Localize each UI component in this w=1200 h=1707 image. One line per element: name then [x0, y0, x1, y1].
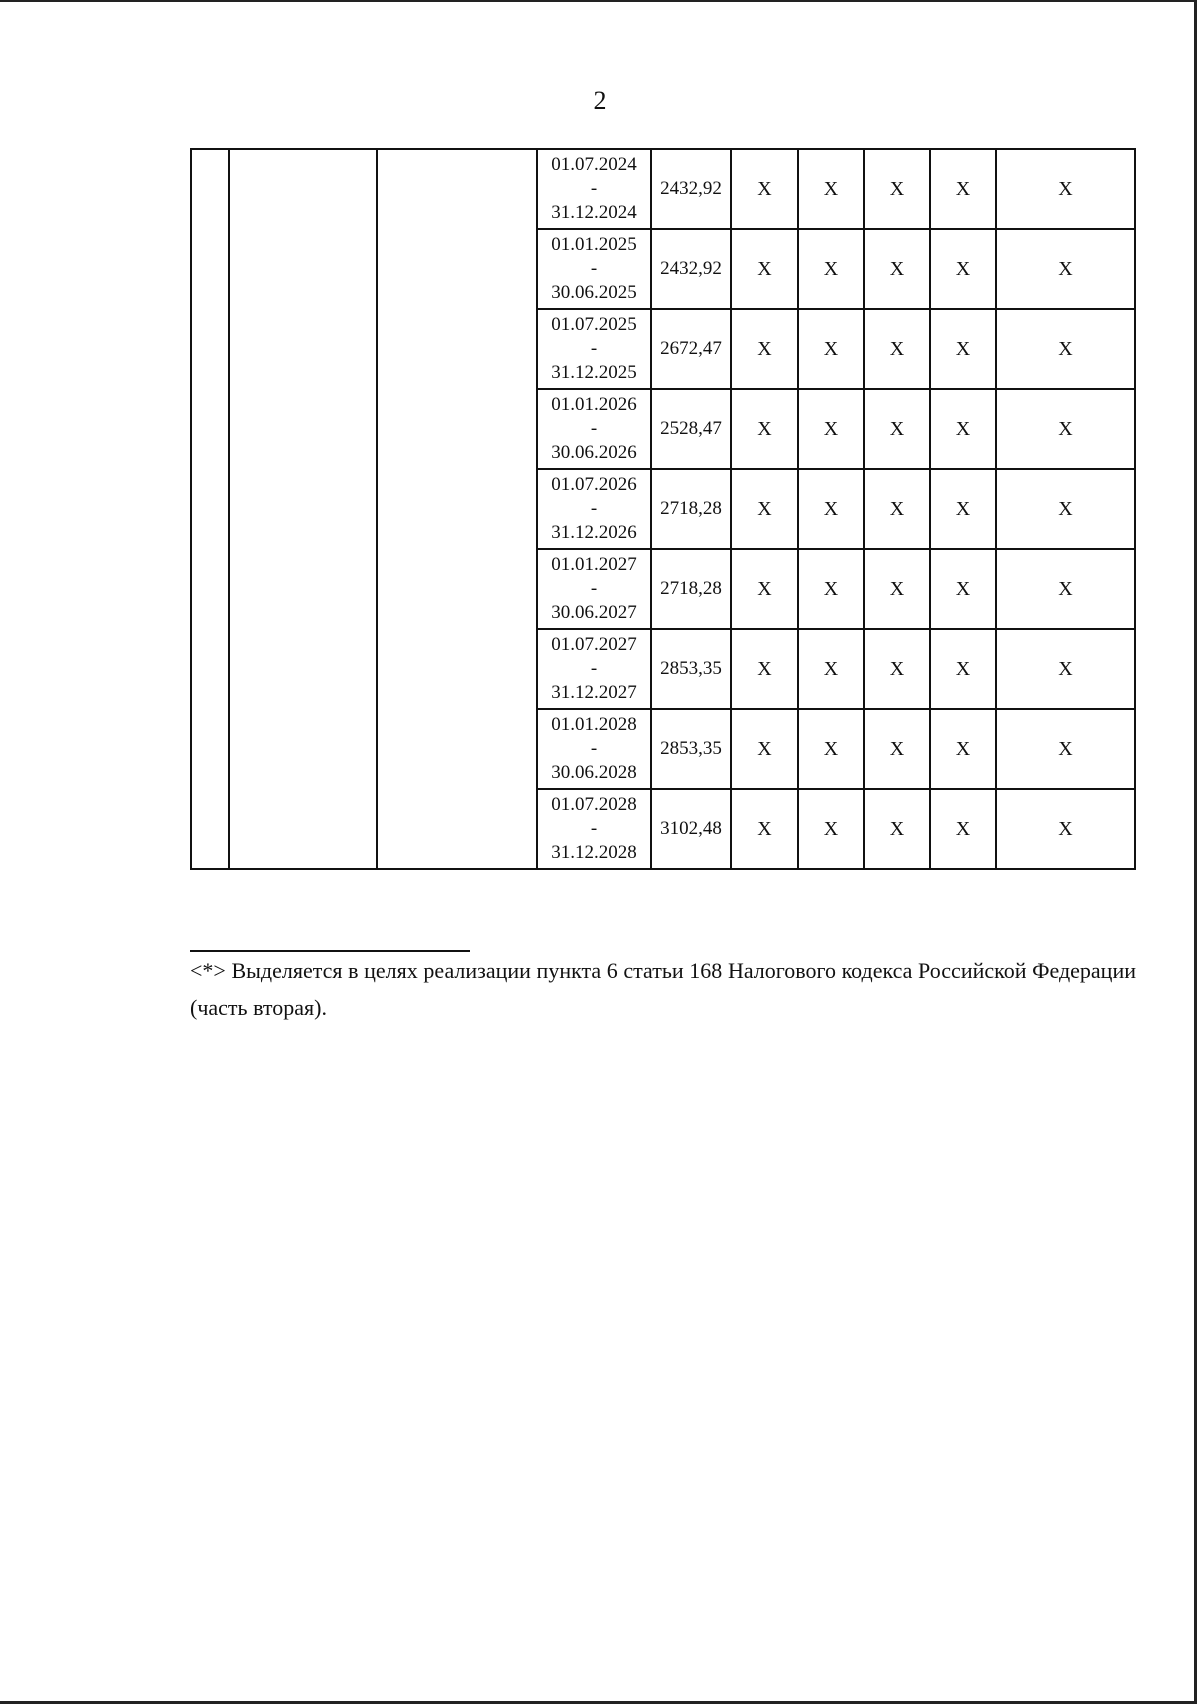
rate-cell: 2853,35: [651, 709, 731, 789]
blank-cell-1: [191, 149, 229, 869]
period-cell: [537, 709, 651, 789]
period-dash: -: [590, 738, 598, 759]
period-cell: [537, 469, 651, 549]
period-dash: -: [590, 578, 598, 599]
mark-cell: X: [930, 389, 996, 469]
mark-cell: X: [996, 469, 1135, 549]
mark-cell: X: [798, 629, 864, 709]
mark-cell: X: [731, 469, 798, 549]
period-cell: [537, 309, 651, 389]
period-start: 01.01.2027: [551, 554, 637, 575]
period-end: 30.06.2027: [551, 602, 637, 623]
mark-cell: X: [798, 149, 864, 229]
period-start: 01.07.2024: [551, 154, 637, 175]
blank-cell-3: [377, 149, 537, 869]
period-cell: [537, 389, 651, 469]
mark-cell: X: [864, 229, 930, 309]
mark-cell: X: [930, 549, 996, 629]
period-end: 31.12.2027: [551, 682, 637, 703]
mark-cell: X: [864, 389, 930, 469]
period-cell: [537, 789, 651, 869]
mark-cell: X: [731, 389, 798, 469]
rate-cell: 2432,92: [651, 229, 731, 309]
mark-cell: X: [864, 149, 930, 229]
period-cell: [537, 629, 651, 709]
tariff-table: [190, 148, 1136, 870]
mark-cell: X: [864, 709, 930, 789]
mark-cell: X: [930, 709, 996, 789]
rate-cell: 2853,35: [651, 629, 731, 709]
mark-cell: X: [930, 149, 996, 229]
mark-cell: X: [864, 309, 930, 389]
mark-cell: X: [731, 709, 798, 789]
period-dash: -: [590, 818, 598, 839]
mark-cell: X: [996, 549, 1135, 629]
period-start: 01.07.2028: [551, 794, 637, 815]
period-end: 30.06.2025: [551, 282, 637, 303]
mark-cell: X: [864, 469, 930, 549]
mark-cell: X: [731, 229, 798, 309]
period-dash: -: [590, 178, 598, 199]
period-cell: [537, 229, 651, 309]
rate-cell: 2718,28: [651, 549, 731, 629]
period-start: 01.01.2025: [551, 234, 637, 255]
mark-cell: X: [996, 629, 1135, 709]
mark-cell: X: [731, 789, 798, 869]
blank-cell-2: [229, 149, 377, 869]
rate-cell: 2432,92: [651, 149, 731, 229]
period-dash: -: [590, 498, 598, 519]
mark-cell: X: [798, 549, 864, 629]
page-number: 2: [593, 86, 607, 115]
mark-cell: X: [798, 469, 864, 549]
mark-cell: X: [996, 309, 1135, 389]
tariff-table-body: [191, 149, 1135, 869]
period-dash: -: [590, 258, 598, 279]
mark-cell: X: [864, 629, 930, 709]
rate-cell: 2718,28: [651, 469, 731, 549]
period-end: 31.12.2024: [551, 202, 637, 223]
mark-cell: X: [996, 389, 1135, 469]
table-row: [191, 149, 1135, 229]
period-dash: -: [590, 658, 598, 679]
period-end: 30.06.2026: [551, 442, 637, 463]
period-end: 31.12.2028: [551, 842, 637, 863]
mark-cell: X: [864, 549, 930, 629]
mark-cell: X: [996, 149, 1135, 229]
mark-cell: X: [798, 709, 864, 789]
period-start: 01.01.2028: [551, 714, 637, 735]
mark-cell: X: [731, 149, 798, 229]
period-end: 31.12.2026: [551, 522, 637, 543]
mark-cell: X: [930, 469, 996, 549]
rate-cell: 3102,48: [651, 789, 731, 869]
mark-cell: X: [996, 709, 1135, 789]
mark-cell: X: [996, 789, 1135, 869]
period-cell: [537, 549, 651, 629]
rate-cell: 2528,47: [651, 389, 731, 469]
mark-cell: X: [930, 789, 996, 869]
period-start: 01.01.2026: [551, 394, 637, 415]
period-start: 01.07.2027: [551, 634, 637, 655]
mark-cell: X: [731, 549, 798, 629]
period-start: 01.07.2025: [551, 314, 637, 335]
period-dash: -: [590, 418, 598, 439]
period-start: 01.07.2026: [551, 474, 637, 495]
period-cell: [537, 149, 651, 229]
mark-cell: X: [996, 229, 1135, 309]
period-end: 30.06.2028: [551, 762, 637, 783]
rate-cell: 2672,47: [651, 309, 731, 389]
mark-cell: X: [798, 229, 864, 309]
mark-cell: X: [798, 789, 864, 869]
mark-cell: X: [731, 309, 798, 389]
mark-cell: X: [798, 389, 864, 469]
mark-cell: X: [798, 309, 864, 389]
mark-cell: X: [731, 629, 798, 709]
mark-cell: X: [864, 789, 930, 869]
mark-cell: X: [930, 629, 996, 709]
period-dash: -: [590, 338, 598, 359]
footnote-text: <*> Выделяется в целях реализации пункта 6 статьи 168 Налогового кодекса Российской Федерации (часть вторая).: [190, 958, 1136, 1020]
mark-cell: X: [930, 309, 996, 389]
period-end: 31.12.2025: [551, 362, 637, 383]
mark-cell: X: [930, 229, 996, 309]
